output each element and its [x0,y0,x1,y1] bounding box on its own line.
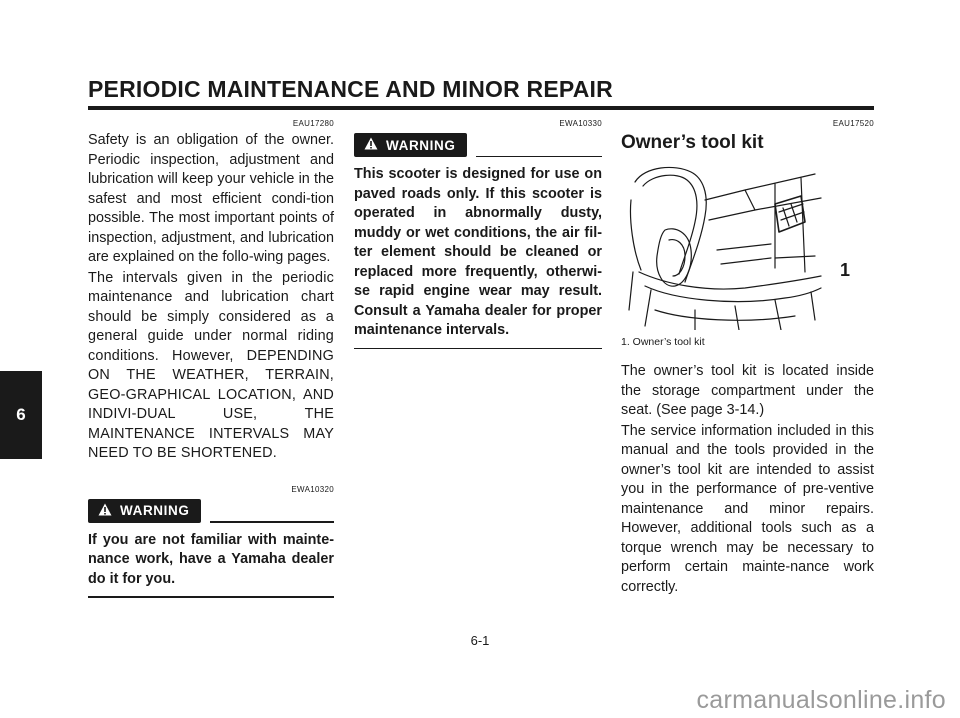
column-left [88,118,334,598]
intro-paragraph: Safety is an obligation of the owner. Periodic inspection, adjustment and lubrication will keep your vehicle in the safest and most efficient condi-tion possible. The most important points of inspection, adjustment, and lubrication are explained on the follo-wing pages. [88,132,334,265]
header-rule [88,106,874,110]
section-code: EAU17280 [292,119,334,128]
tool-kit-location-paragraph: The owner’s tool kit is located inside the storage compartment under the seat. (See page 3-14.) [621,363,874,418]
warning-header [354,133,602,157]
figure-caption: 1. Owner’s tool kit [621,336,705,348]
page-number: 6-1 [470,633,490,648]
column-right [621,118,874,597]
warning-badge [88,499,201,523]
warning-label: WARNING [386,137,456,153]
warning-end-rule [88,596,334,598]
warning-rule [210,521,334,523]
warning-label: WARNING [120,503,190,518]
column-middle [354,118,602,349]
warning-code: EWA10320 [291,484,334,494]
warning-triangle-icon [98,503,112,519]
warning-end-rule [354,348,602,350]
tool-kit-figure [625,160,851,330]
warning-text: If you are not familiar with mainte-nance work, have a Yamaha dealer do it for you. [88,531,334,587]
warning-header [88,499,334,523]
scooter-storage-illustration [625,160,825,330]
watermark: carmanualsonline.info [696,686,946,714]
warning-triangle-icon [364,137,378,153]
warning-text: This scooter is designed for use on paved roads only. If this scooter is operated in abnormally dusty, muddy or wet conditions, the air fil-ter element should be cleaned or replaced more frequently, otherwi-se rapid engine wear may result. Consult a Yamaha dealer for proper maintenance intervals. [354,166,602,338]
warning-rule [476,156,602,158]
intervals-paragraph: The intervals given in the periodic maintenance and lubrication chart should be simply considered as a general guide under normal riding conditions. However, DEPENDING ON THE WEATHER, TERRAIN, GEO-GRAPHICAL LOCATION, AND INDIVI-DUAL USE, THE MAINTENANCE INTERVALS MAY NEED TO BE SHORTENED. [88,269,334,461]
warning-code: EWA10330 [559,119,602,128]
warning-badge [354,133,467,157]
section-code: EAU17520 [832,119,874,128]
chapter-tab: 6 [0,371,42,459]
page-header-title: PERIODIC MAINTENANCE AND MINOR REPAIR [88,76,613,102]
service-info-paragraph: The service information included in this manual and the tools provided in the owner’s tool kit are intended to assist you in the performance of pre-ventive maintenance and minor repairs. However, additional tools such as a torque wrench may be necessary to perform certain mainte-nance work correctly. [621,422,874,595]
figure-callout-label: 1 [840,260,851,280]
section-title: Owner’s tool kit [621,132,764,153]
